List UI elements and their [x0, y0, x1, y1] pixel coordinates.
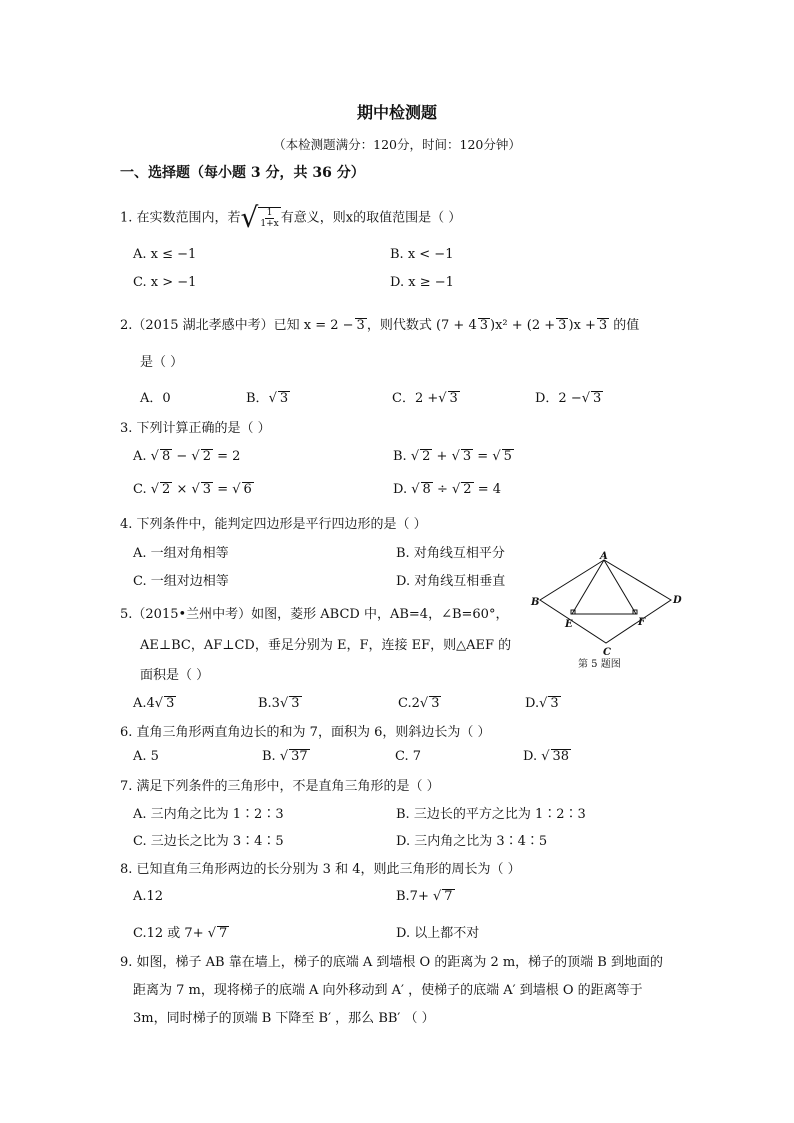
question-8-stem: 8. 已知直角三角形两边的长分别为 3 和 4，则此三角形的周长为（ ） [120, 862, 521, 877]
segment-af [604, 560, 636, 614]
question-4-stem: 4. 下列条件中，能判定四边形是平行四边形的是（ ） [120, 517, 427, 532]
label-b: B [531, 597, 540, 608]
question-5-line3: 面积是（ ） [140, 668, 210, 683]
document-title: 期中检测题 [356, 103, 437, 122]
question-1-stem: 1. 在实数范围内，若 √ $\frac{1}{1+x}$ 有意义，则x的取值范围是（ ） [120, 201, 462, 234]
q5-option-b[interactable]: B.3√ 3 [258, 696, 300, 711]
question-9-line2: 距离为 7 m，现将梯子的底端 A 向外移动到 A′ ，使梯子的底端 A′ 到墙根 O 的距离等于 [133, 983, 643, 998]
q4-option-a[interactable]: A. 一组对角相等 [133, 546, 229, 561]
question-5-line2: AE⊥BC，AF⊥CD，垂足分别为 E，F，连接 EF，则△AEF 的 [140, 638, 512, 653]
question-6-stem: 6. 直角三角形两直角边长的和为 7，面积为 6，则斜边长为（ ） [120, 725, 491, 740]
question-7-stem: 7. 满足下列条件的三角形中，不是直角三角形的是（ ） [120, 779, 440, 794]
q7-option-c[interactable]: C. 三边长之比为 3∶4∶5 [133, 834, 284, 849]
question-9-line3: 3m，同时梯子的顶端 B 下降至 B′ ，那么 BB′ （ ） [133, 1011, 435, 1026]
segment-ae [572, 560, 604, 614]
q3-option-b[interactable]: B. √ 2 + √ 3 = √ 5 [393, 449, 512, 464]
q2-option-c[interactable]: C．2 +√ 3 [392, 391, 458, 406]
q7-option-d[interactable]: D. 三内角之比为 3∶4∶5 [396, 834, 548, 849]
q2-option-d[interactable]: D．2 −√ 3 [535, 391, 602, 406]
label-e: E [565, 619, 573, 630]
q3-option-c[interactable]: C. √ 2 × √ 3 = √ 6 [133, 482, 252, 497]
q2-option-a[interactable]: A．0 [140, 391, 171, 406]
question-5-line1: 5.（2015•兰州中考）如图，菱形 ABCD 中，AB=4，∠B=60°， [120, 607, 509, 622]
label-d: D [673, 595, 682, 606]
q8-option-a[interactable]: A.12 [133, 889, 164, 904]
q6-option-a[interactable]: A. 5 [133, 749, 159, 764]
q3-option-d[interactable]: D. √ 8 ÷ √ 2 = 4 [393, 482, 501, 497]
q1-option-c[interactable]: C. x > −1 [133, 275, 197, 290]
q8-option-d[interactable]: D. 以上都不对 [396, 926, 480, 941]
q8-option-b[interactable]: B.7+ √ 7 [396, 889, 453, 904]
q1-option-a[interactable]: A. x ≤ −1 [133, 247, 197, 262]
q4-option-d[interactable]: D. 对角线互相垂直 [396, 574, 506, 589]
question-2-stem-line2: 是（ ） [140, 355, 184, 370]
rhombus-figure [528, 548, 688, 673]
q2-option-b[interactable]: B．√ 3 [246, 391, 289, 406]
q6-option-b[interactable]: B. √ 37 [262, 749, 308, 764]
q5-option-c[interactable]: C.2√ 3 [398, 696, 440, 711]
rhombus-outline [540, 560, 671, 643]
label-c: C [603, 647, 611, 658]
question-2-stem: 2.（2015 湖北孝感中考）已知 x = 2 − 3 ，则代数式 (7 + 4 3 )x² + (2 + 3 )x + 3 的值 [120, 318, 640, 333]
q5-option-a[interactable]: A.4√ 3 [133, 696, 175, 711]
q1-option-d[interactable]: D. x ≥ −1 [390, 275, 454, 290]
figure-caption: 第 5 题图 [578, 659, 621, 670]
label-a: A [600, 551, 608, 562]
question-9-line1: 9. 如图，梯子 AB 靠在墙上，梯子的底端 A 到墙根 O 的距离为 2 m，梯子的顶端 B 到地面的 [120, 955, 663, 970]
q7-option-b[interactable]: B. 三边长的平方之比为 1∶2∶3 [396, 807, 586, 822]
q3-option-a[interactable]: A. √ 8 − √ 2 = 2 [133, 449, 241, 464]
q4-option-b[interactable]: B. 对角线互相平分 [396, 546, 505, 561]
question-3-stem: 3. 下列计算正确的是（ ） [120, 421, 271, 436]
q4-option-c[interactable]: C. 一组对边相等 [133, 574, 229, 589]
label-f: F [638, 617, 646, 628]
section-heading: 一、选择题（每小题 3 分，共 36 分） [120, 165, 365, 181]
q1-option-b[interactable]: B. x < −1 [390, 247, 454, 262]
q5-option-d[interactable]: D.√ 3 [525, 696, 559, 711]
q8-option-c[interactable]: C.12 或 7+ √ 7 [133, 926, 228, 941]
q6-option-c[interactable]: C. 7 [395, 749, 422, 764]
document-subtitle: （本检测题满分：120分，时间：120分钟） [273, 137, 521, 152]
q6-option-d[interactable]: D. √ 38 [523, 749, 570, 764]
sqrt-fraction: √ $\frac{1}{1+x}$ [240, 201, 279, 234]
q7-option-a[interactable]: A. 三内角之比为 1∶2∶3 [133, 807, 284, 822]
